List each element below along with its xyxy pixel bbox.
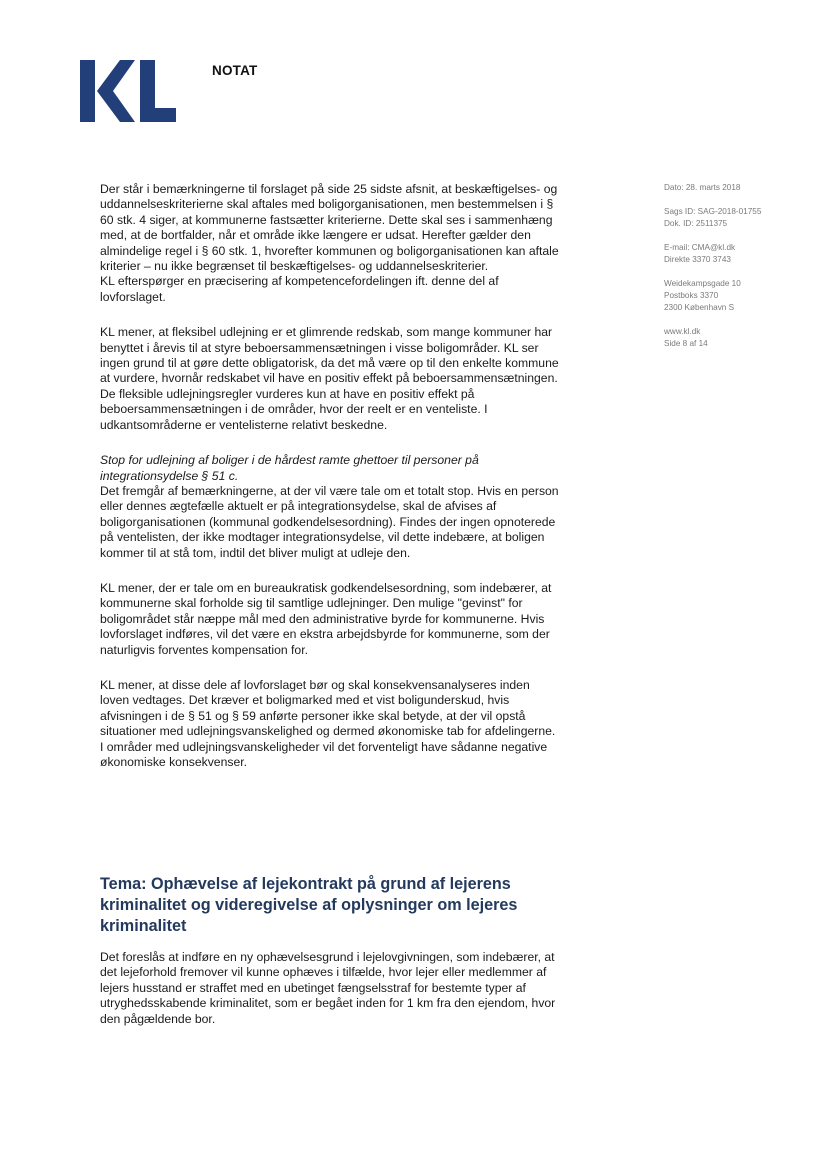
- website-text: www.kl.dk: [664, 326, 701, 336]
- doc-id-text: Dok. ID: 2511375: [664, 218, 728, 228]
- body-text: [100, 182, 560, 790]
- email-row: [664, 242, 814, 254]
- paragraph-bureaucracy: KL mener, der er tale om en bureaukratisk godkendelsesordning, som indebærer, at kommunerne skal forholde sig til samtlige udlejninger. Den mulige "gevinst" for boligområdet står næppe mål med den administrative byrde for kommunerne. Hvis lovforslaget indføres, vil det være en ekstra arbejdsbyrde for kommunerne, som der naturligvis forventes kompensation for.: [100, 580, 552, 657]
- web-group: [664, 326, 814, 350]
- section-heading: Tema: Ophævelse af lejekontrakt på grund af lejerens kriminalitet og videregivelse af oplysninger om lejeres kriminalitet: [100, 875, 518, 935]
- paragraph-criteria-request: KL efterspørger en præcisering af kompetencefordelingen ift. denne del af lovforslaget.: [100, 274, 499, 304]
- paragraph-criteria: [100, 182, 560, 305]
- section-subheading: Stop for udlejning af boliger i de hårdest ramte ghettoer til personer på integrationsydelse § 51 c.: [100, 453, 479, 483]
- address-line-2: Postboks 3370: [664, 290, 719, 300]
- document-meta-sidebar: [664, 182, 814, 362]
- paragraph-consequence-analysis: KL mener, at disse dele af lovforslaget bør og skal konsekvensanalyseres inden loven vedtages. Det kræver et boligmarked med et vist boligunderskud, hvis afvisningen i de § 51 og § 59 anførte personer ikke skal betyde, at der vil opstå situationer med udlejningsvanskelighed og dermed økonomiske tab for afdelingerne. I områder med udlejningsvanskeligheder vil det forventeligt have sådanne negative økonomiske konsekvenser.: [100, 677, 556, 769]
- document-type-label: NOTAT: [212, 63, 258, 78]
- paragraph-stop-letting-text: Det fremgår af bemærkningerne, at der vil være tale om et totalt stop. Hvis en person eller dennes ægtefælle aktuelt er på integrationsydelse, skal de afvises af boligorganisationen (kommunal godkendelsesordning). Findes der ingen opnoterede på ventelisten, der ikke modtager integrationsydelse, vil dette indebære, at boligen kommer til at stå tom, indtil det bliver muligt at udleje den.: [100, 483, 559, 560]
- date-group: [664, 182, 814, 194]
- kl-logo: [80, 60, 176, 122]
- paragraph-stop-letting: [100, 453, 560, 561]
- case-id-text: Sags ID: SAG-2018-01755: [664, 206, 762, 216]
- address-line-1: Weidekampsgade 10: [664, 278, 741, 288]
- phone-value: 3370 3743: [692, 254, 731, 264]
- page-number: Side 8 af 14: [664, 338, 708, 348]
- paragraph-flexible-letting: KL mener, at fleksibel udlejning er et glimrende redskab, som mange kommuner har benyttet i årevis til at styre beboersammensætningen i visse boligområder. KL ser ingen grund til at gøre dette obligatorisk, da det må være op til den enkelte kommune at vurdere, hvornår redskabet vil have en positiv effekt på beboersammensætningen. De fleksible udlejningsregler vurderes kun at have en positiv effekt på beboersammensætningen i de områder, hvor der reelt er en venteliste. I udkantsområderne er ventelisterne relativt beskedne.: [100, 325, 559, 432]
- id-group: [664, 206, 814, 230]
- email-label: E-mail:: [664, 242, 690, 252]
- paragraph-criteria-text: Der står i bemærkningerne til forslaget på side 25 sidste afsnit, at beskæftigelses- og uddannelseskriterierne skal aftales med boligorganisationen, men bestemmelsen i § 60 stk. 4 siger, at kommunerne fastsætter kriterierne. Dette skal ses i sammenhæng med, at de bortfalder, når et område ikke længere er udsat. Herefter gælder den almindelige regel i § 60 stk. 1, hvorefter kommunen og boligorganisationen kan aftale kriterier – nu ikke begrænset til beskæftigelses- og uddannelseskriterier.: [100, 182, 559, 274]
- paragraph-termination: Det foreslås at indføre en ny ophævelsesgrund i lejelovgivningen, som indebærer, at det lejeforhold fremover vil kunne ophæves i tilfælde, hvor lejer eller medlemmer af lejers husstand er straffet med en ubetinget fængselsstraf for bestemte typer af utryghedsskabende kriminalitet, som er begået inden for 1 km fra den ejendom, hvor den pågældende bor.: [100, 950, 556, 1026]
- email-value: CMA@kl.dk: [691, 242, 736, 252]
- phone-label: Direkte: [664, 254, 690, 264]
- contact-group: [664, 242, 814, 266]
- address-group: [664, 278, 814, 315]
- phone-row: [664, 254, 814, 266]
- date-text: Dato: 28. marts 2018: [664, 183, 741, 192]
- address-line-3: 2300 København S: [664, 302, 735, 312]
